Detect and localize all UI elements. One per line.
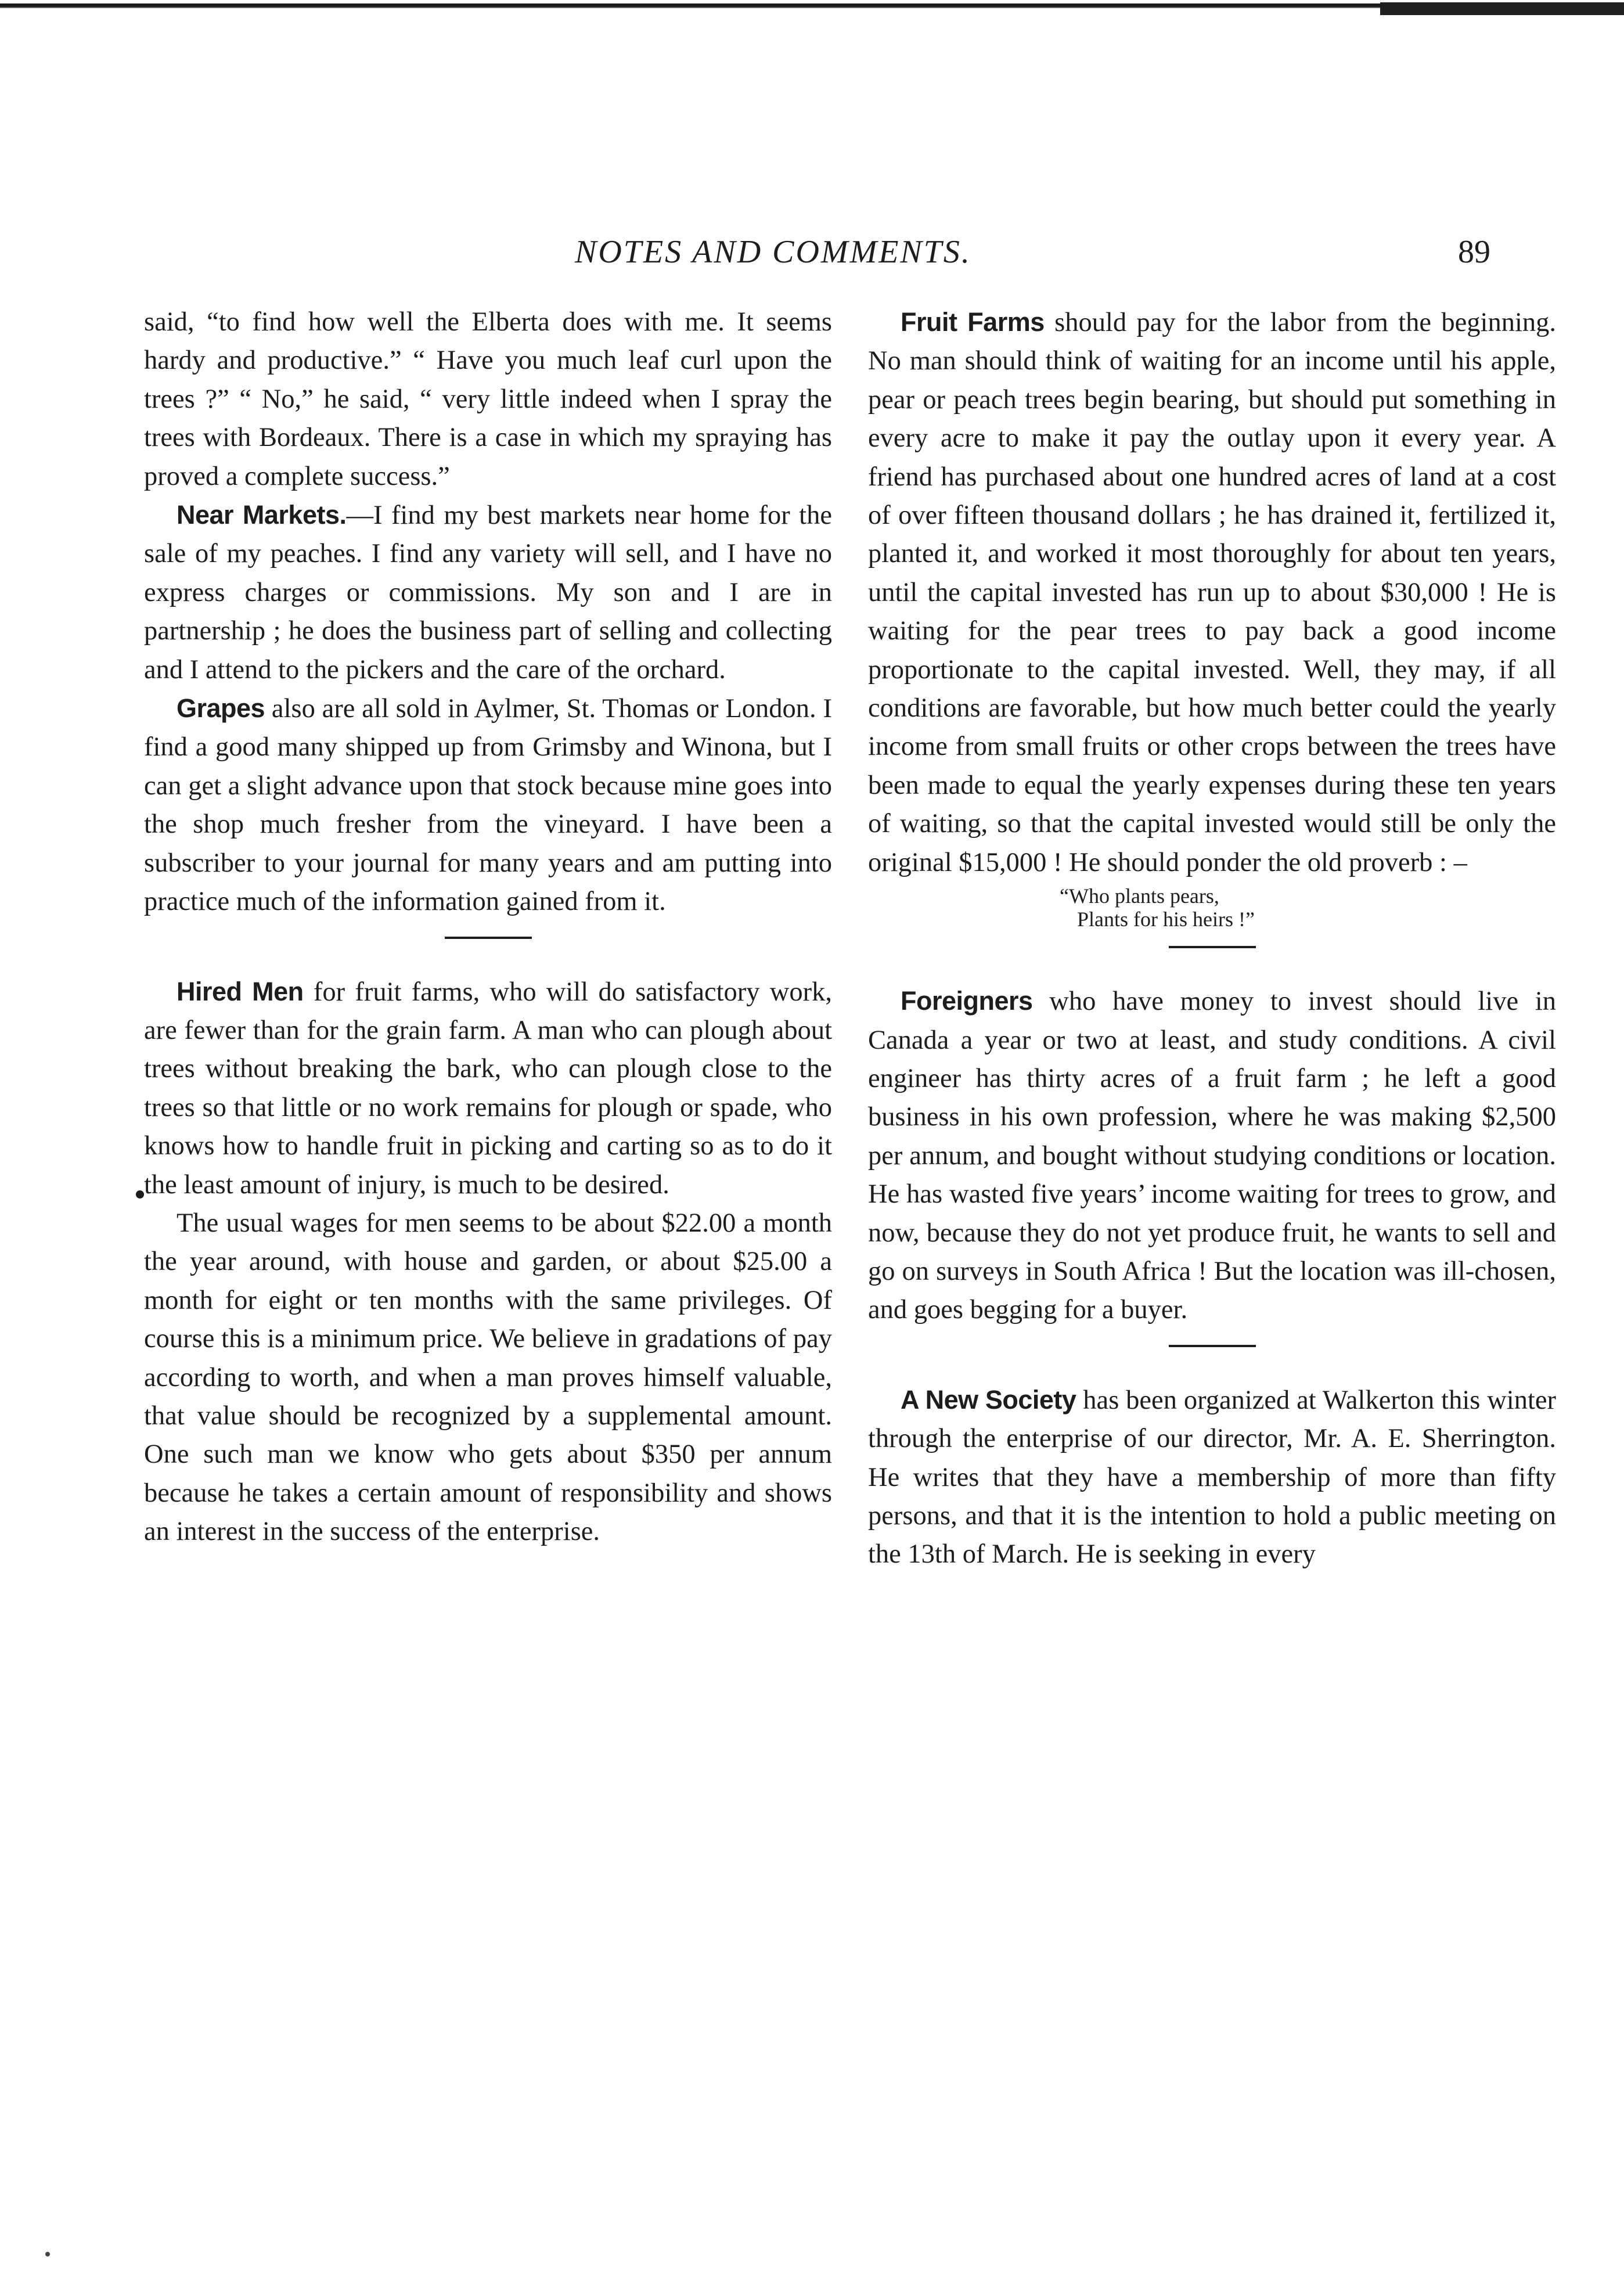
text-near-markets: —I find my best markets near home for the sale of my peaches. I find any variety will sell, and I have no express charges or commissions. My son and I are in partnership ; he does the business part of selling and collecting and I attend to the pickers and the care of the orchard. <box>144 501 832 685</box>
paragraph-hired-men <box>144 973 832 1204</box>
margin-dot <box>136 1190 144 1199</box>
section-divider <box>1169 946 1256 948</box>
paragraph-near-markets <box>144 496 832 689</box>
verse-line-1: “Who plants pears, <box>1060 884 1219 908</box>
text-new-society: has been organized at Walkerton this winter through the enterprise of our director, Mr. A. E. Sherrington. He writes that they have a membership of more than fifty persons, and that it is the intention to hold a public meeting on the 13th of March. He is seeking in every <box>868 1385 1556 1570</box>
lead-near-markets: Near Markets. <box>177 500 347 530</box>
text-fruit-farms: should pay for the labor from the beginning. No man should think of waiting for an income until his apple, pear or peach trees begin bearing, but should put something in every acre to make it pay the outlay upon it every year. A friend has purchased about one hundred acres of land at a cost of over fifteen thousand dollars ; he has drained it, fertilized it, planted it, and worked it most thoroughly for about ten years, until the capital invested has run up to about $30,000 ! He is waiting for the pear trees to pay back a good income proportionate to the capital invested. Well, they may, if all conditions are favorable, but how much better could the yearly income from small fruits or other crops between the trees have been made to equal the yearly expenses during these ten years of waiting, so that the capital invested would still be only the original $15,000 ! He should ponder the old proverb : – <box>868 308 1556 877</box>
corner-mark <box>45 2252 50 2256</box>
lead-new-society: A New Society <box>901 1384 1076 1415</box>
paragraph-grapes <box>144 689 832 921</box>
paragraph-wages: The usual wages for men seems to be about $22.00 a month the year around, with house and garden, or about $25.00 a month for eight or ten months with the same privileges. Of course this is a minimum price. We believe in gradations of pay according to worth, and when a man proves himself valuable, that value should be recognized by a supplemental amount. One such man we know who gets about $350 per annum because he takes a certain amount of responsibility and shows an interest in the success of the enterprise. <box>144 1208 832 1547</box>
paragraph-new-society <box>868 1381 1556 1574</box>
right-column <box>868 303 1556 1574</box>
verse-line-2: Plants for his heirs !” <box>1077 908 1255 931</box>
lead-grapes: Grapes <box>177 693 265 724</box>
lead-hired-men: Hired Men <box>177 976 304 1006</box>
page-number: 89 <box>1458 234 1490 270</box>
paragraph-fruit-farms <box>868 303 1556 882</box>
proverb-verse <box>1060 884 1556 931</box>
lead-fruit-farms: Fruit Farms <box>901 307 1045 337</box>
section-divider <box>445 937 532 939</box>
text-foreigners: who have money to invest should live in Canada a year or two at least, and study conditions. A civil engineer has thirty acres of a fruit farm ; he left a good business in his own profession, where he was making $2,500 per annum, and bought without studying conditions or location. He has wasted five years’ income waiting for trees to grow, and now, because they do not yet produce fruit, he wants to sell and go on surveys in South Africa ! But the location was ill-chosen, and goes begging for a buyer. <box>868 987 1556 1325</box>
page-header <box>0 233 1624 280</box>
top-rule-bar <box>1380 2 1624 15</box>
text-grapes: also are all sold in Aylmer, St. Thomas or London. I find a good many shipped up from Grimsby and Winona, but I can get a slight advance upon that stock because mine goes into the shop much fresher from the vineyard. I have been a subscriber to your journal for many years and am putting into practice much of the information gained from it. <box>144 694 832 917</box>
paragraph-foreigners <box>868 982 1556 1330</box>
lead-foreigners: Foreigners <box>901 986 1033 1016</box>
running-head: NOTES AND COMMENTS. <box>575 234 971 270</box>
text-hired-men: for fruit farms, who will do satisfactory work, are fewer than for the grain farm. A man who can plough about trees without breaking the bark, who can plough close to the trees so that little or no work remains for plough or spade, who knows how to handle fruit in picking and carting so as to do it the least amount of injury, is much to be desired. <box>144 977 832 1200</box>
left-column <box>144 303 832 1552</box>
paragraph-elberta: said, “to find how well the Elberta does with me. It seems hardy and productive.” “ Have you much leaf curl upon the trees ?” “ No,” he said, “ very little indeed when I spray the trees with Bordeaux. There is a case in which my spraying has proved a complete success.” <box>144 307 832 491</box>
section-divider <box>1169 1345 1256 1347</box>
